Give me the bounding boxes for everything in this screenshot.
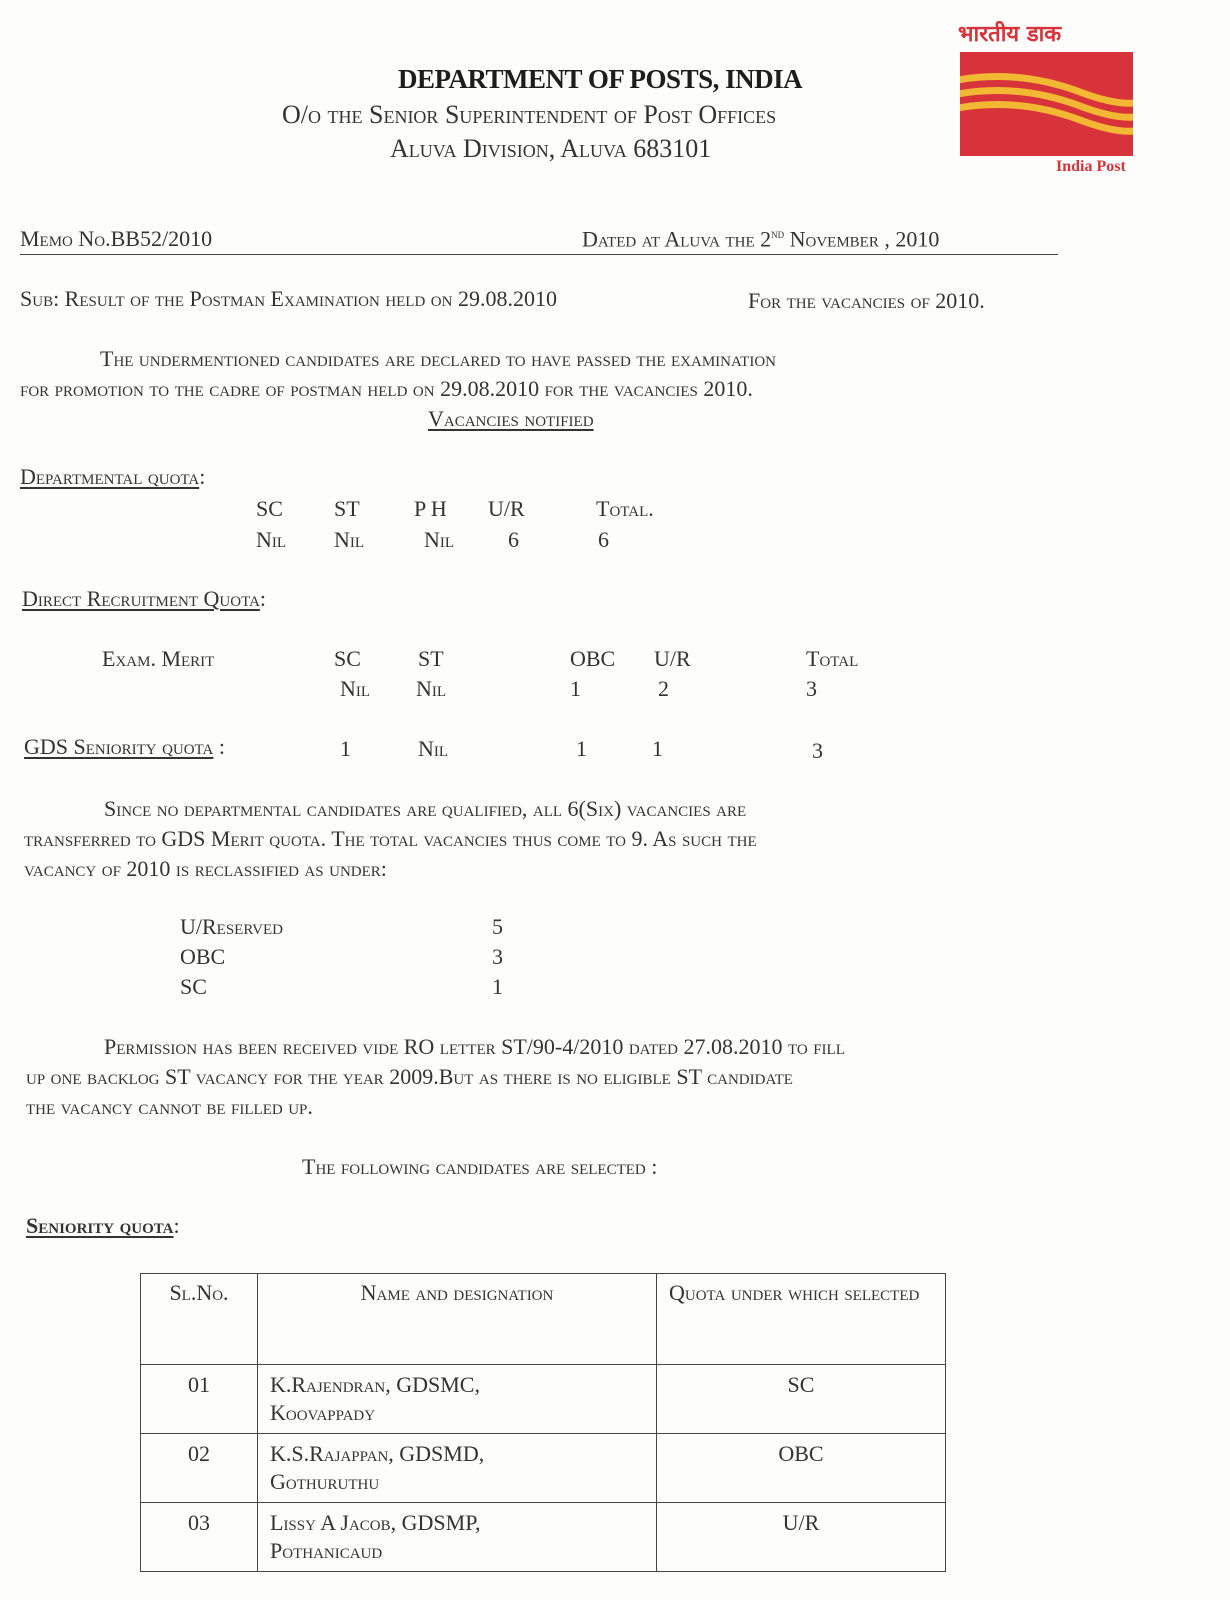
reclass-value: 3: [492, 944, 503, 969]
direct-value-st: Nil: [416, 676, 447, 701]
permission-line-3: the vacancy cannot be filled up.: [26, 1094, 313, 1119]
dept-header-ur: U/R: [488, 496, 525, 521]
permission-line-2: up one backlog ST vacancy for the year 2009.But as there is no eligible ST candidate: [26, 1064, 793, 1089]
selected-heading: The following candidates are selected :: [302, 1154, 658, 1179]
reclass-value: 5: [492, 914, 503, 939]
table-row: [141, 1365, 946, 1434]
row-quota: OBC: [657, 1434, 946, 1503]
dept-value-st: Nil: [334, 527, 365, 552]
logo-hindi-text: भारतीय डाक: [958, 22, 1062, 47]
logo-english-text: India Post: [1056, 158, 1126, 175]
division-line: Aluva Division, Aluva 683101: [390, 134, 712, 163]
dept-header-ph: P H: [414, 496, 447, 521]
table-header-row: [141, 1274, 946, 1365]
direct-header-ur: U/R: [654, 646, 691, 671]
gds-value-total: 3: [812, 738, 823, 763]
direct-header-sc: SC: [334, 646, 361, 671]
direct-header-st: ST: [418, 646, 444, 671]
row-name: K.S.Rajappan, GDSMD, Gothuruthu: [258, 1434, 657, 1503]
dept-header-total: Total.: [596, 496, 654, 521]
column-header-name: Name and designation: [258, 1274, 657, 1365]
dept-header-sc: SC: [256, 496, 283, 521]
column-header-slno: Sl.No.: [141, 1274, 258, 1365]
direct-value-ur: 2: [658, 676, 669, 701]
permission-line-1: Permission has been received vide RO letter ST/90-4/2010 dated 27.08.2010 to fill: [104, 1034, 845, 1059]
office-line: O/o the Senior Superintendent of Post Offices: [282, 100, 777, 129]
transfer-line-2: transferred to GDS Merit quota. The total vacancies thus come to 9. As such the: [24, 826, 757, 851]
department-title: DEPARTMENT OF POSTS, INDIA: [398, 64, 803, 94]
intro-line-1: The undermentioned candidates are declared to have passed the examination: [100, 346, 776, 371]
reclass-label: OBC: [180, 944, 226, 969]
gds-quota-label: GDS Seniority quota :: [24, 734, 225, 759]
direct-quota-label: Direct Recruitment Quota:: [22, 586, 267, 611]
gds-value-obc: 1: [576, 736, 587, 761]
transfer-line-3: vacancy of 2010 is reclassified as under:: [24, 856, 387, 881]
vacancies-heading: Vacancies notified: [428, 406, 594, 431]
seniority-quota-label: Seniority quota:: [26, 1213, 180, 1238]
row-slno: 01: [141, 1365, 258, 1434]
direct-header-obc: OBC: [570, 646, 616, 671]
row-slno: 03: [141, 1503, 258, 1572]
table-row: [141, 1434, 946, 1503]
direct-value-obc: 1: [570, 676, 581, 701]
reclass-label: SC: [180, 974, 207, 999]
dept-value-ur: 6: [508, 527, 519, 552]
row-quota: U/R: [657, 1503, 946, 1572]
row-name: K.Rajendran, GDSMC, Koovappady: [258, 1365, 657, 1434]
row-slno: 02: [141, 1434, 258, 1503]
dept-value-total: 6: [598, 527, 609, 552]
gds-value-ur: 1: [652, 736, 663, 761]
subject-left: Sub: Result of the Postman Examination held on 29.08.2010: [20, 286, 557, 311]
departmental-quota-label: Departmental quota:: [20, 464, 206, 489]
row-quota: SC: [657, 1365, 946, 1434]
column-header-quota: Quota under which selected: [657, 1274, 946, 1365]
reclass-label: U/Reserved: [180, 914, 283, 939]
row-name: Lissy A Jacob, GDSMP, Pothanicaud: [258, 1503, 657, 1572]
memo-number: Memo No.BB52/2010: [20, 226, 213, 251]
transfer-line-1: Since no departmental candidates are qualified, all 6(Six) vacancies are: [104, 796, 747, 821]
memo-date: Dated at Aluva the 2nd November , 2010: [582, 226, 940, 252]
reclass-value: 1: [492, 974, 503, 999]
dept-header-st: ST: [334, 496, 360, 521]
gds-value-sc: 1: [340, 736, 351, 761]
direct-value-sc: Nil: [340, 676, 371, 701]
gds-value-st: Nil: [418, 736, 449, 761]
selected-candidates-table: [140, 1273, 946, 1572]
india-post-emblem-icon: [960, 52, 1133, 156]
exam-merit-label: Exam. Merit: [102, 646, 215, 671]
india-post-logo: [960, 52, 1133, 156]
direct-header-total: Total: [806, 646, 859, 671]
direct-value-total: 3: [806, 676, 817, 701]
dept-value-ph: Nil: [424, 527, 455, 552]
intro-line-2: for promotion to the cadre of postman held on 29.08.2010 for the vacancies 2010.: [20, 376, 753, 401]
table-row: [141, 1503, 946, 1572]
memo-underline: [20, 254, 1058, 255]
dept-value-sc: Nil: [256, 527, 287, 552]
subject-right: For the vacancies of 2010.: [748, 288, 985, 313]
